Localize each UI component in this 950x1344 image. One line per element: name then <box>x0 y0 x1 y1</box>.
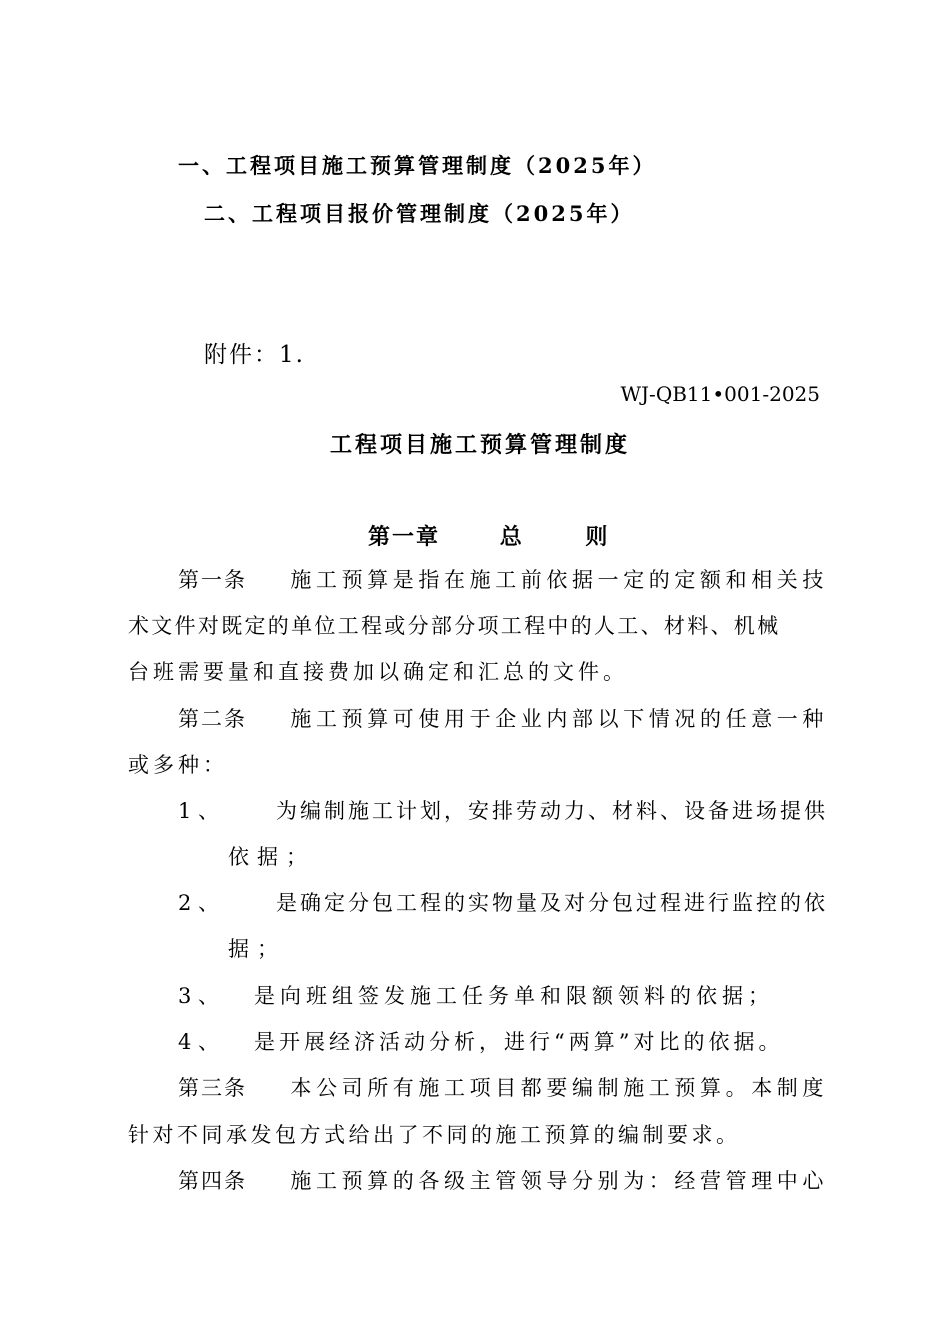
article-2-text-2: 或多种： <box>128 753 228 777</box>
article-1-line-2 <box>128 611 828 641</box>
article-4-text-1: 施工预算的各级主管领导分别为：经营管理中心 <box>290 1169 828 1193</box>
chapter-name-2: 则 <box>585 524 608 550</box>
item-2-line-2 <box>228 934 928 964</box>
article-3-text-2: 针对不同承发包方式给出了不同的施工预算的编制要求。 <box>128 1123 741 1147</box>
chapter-number: 第一章 <box>368 524 441 550</box>
chapter-heading <box>368 520 607 551</box>
article-2-label: 第二条 <box>178 707 247 731</box>
item-1-text-2: 依据； <box>228 845 315 869</box>
article-1-text-1: 施工预算是指在施工前依据一定的定额和相关技 <box>290 568 828 592</box>
item-1-line-2 <box>228 842 928 872</box>
article-1-label: 第一条 <box>178 568 247 592</box>
attachment-label: 附件：1. <box>204 342 305 368</box>
toc-item-2: 二、工程项目报价管理制度（2025年） <box>204 201 635 226</box>
article-4-line-1 <box>178 1166 828 1196</box>
article-3-line-1 <box>178 1073 828 1103</box>
item-2-text-1: 是确定分包工程的实物量及对分包过程进行监控的依 <box>276 891 828 915</box>
article-2-line-2 <box>128 750 828 780</box>
article-3-line-2 <box>128 1120 828 1150</box>
article-3-text-1: 本公司所有施工项目都要编制施工预算。本制度 <box>290 1076 828 1100</box>
item-1-text-1: 为编制施工计划，安排劳动力、材料、设备进场提供 <box>276 799 828 823</box>
item-4-line-1 <box>178 1027 828 1057</box>
item-2-text-2: 据； <box>228 937 286 961</box>
document-number: WJ-QB11•001-2025 <box>620 382 820 406</box>
article-1-line-1 <box>178 565 828 595</box>
article-2-text-1: 施工预算可使用于企业内部以下情况的任意一种 <box>290 707 828 731</box>
item-2-number: 2 、 <box>178 891 220 915</box>
item-2-line-1 <box>178 888 828 918</box>
chapter-name-1: 总 <box>499 524 522 550</box>
article-1-text-3: 台班需要量和直接费加以确定和汇总的文件。 <box>128 660 628 684</box>
item-4-number: 4 、 <box>178 1030 220 1054</box>
item-3-number: 3 、 <box>178 984 220 1008</box>
item-1-number: 1 、 <box>178 799 220 823</box>
article-3-label: 第三条 <box>178 1076 247 1100</box>
article-1-line-3 <box>128 657 828 687</box>
article-4-label: 第四条 <box>178 1169 247 1193</box>
document-title: 工程项目施工预算管理制度 <box>330 432 631 458</box>
toc-item-1: 一、工程项目施工预算管理制度（2025年） <box>178 153 657 178</box>
article-1-text-2: 术文件对既定的单位工程或分部分项工程中的人工、材料、机械 <box>128 614 781 638</box>
article-2-line-1 <box>178 704 828 734</box>
item-3-text-1: 是向班组签发施工任务单和限额领料的依据； <box>254 984 774 1008</box>
item-4-text-1: 是开展经济活动分析，进行“两算”对比的依据。 <box>254 1030 784 1054</box>
item-1-line-1 <box>178 796 828 826</box>
item-3-line-1 <box>178 981 828 1011</box>
